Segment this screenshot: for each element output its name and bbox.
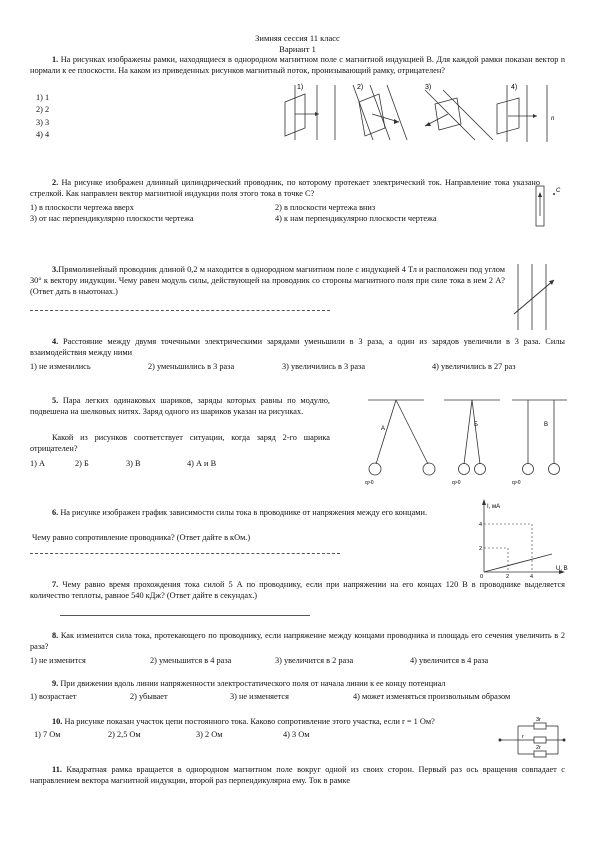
variant-title: Вариант 1 xyxy=(279,44,316,54)
q2-option-4[interactable]: 4) к нам перпендикулярно плоскости чертежа xyxy=(275,214,437,223)
q8-option-3[interactable]: 3) увеличится в 2 раза xyxy=(275,656,354,665)
q8-option-1[interactable]: 1) не изменится xyxy=(30,656,86,665)
q1-figure-4-label: 4) xyxy=(511,84,518,91)
q4-number: 4. xyxy=(52,337,59,346)
q3-body: Прямолинейный проводник длиной 0,2 м находится в однородном магнитном поле с индукцией 4 Тл и расположен под углом 30° к вектору индукции. Чему равен модуль силы, действующей на проводник со стороны магнитного поля при силе тока в нем 2 А? (Ответ дать в ньютонах.) xyxy=(30,265,505,296)
q4-text xyxy=(30,337,565,359)
q10-body: На рисунке показан участок цепи постоянного тока. Каково сопротивление этого участка, если r = 1 Ом? xyxy=(64,717,435,726)
q5-question: Какой из рисунков соответствует ситуации, когда заряд 2-го шарика отрицателен? xyxy=(30,433,330,453)
q7-body: Чему равно время прохождения тока силой 5 А по проводнику, если при напряжении на его концах 120 В в проводнике выделяется количество теплоты, равное 540 кДж? (Ответ дайте в секундах.) xyxy=(30,580,565,600)
q10-option-3[interactable]: 3) 2 Ом xyxy=(196,730,223,739)
session-title: Зимняя сессия 11 класс xyxy=(255,33,340,43)
q9-body: При движении вдоль линии напряженности электростатического поля от начала линии к ее концу потенциал xyxy=(60,679,446,688)
q1-vector-n-label: n xyxy=(551,116,555,122)
q9-option-4[interactable]: 4) может изменяться произвольным образом xyxy=(353,692,511,701)
q4-option-2[interactable]: 2) уменьшились в 3 раза xyxy=(148,362,235,371)
q10-option-2[interactable]: 2) 2,5 Ом xyxy=(108,730,141,739)
q8-body: Как изменится сила тока, протекающего по проводнику, если напряжение между концами проводника и площадь его сечения увеличить в 2 раза? xyxy=(30,631,565,651)
q5-option-4[interactable]: 4) А и В xyxy=(187,459,217,468)
q10-number: 10. xyxy=(52,717,63,726)
q5-figure-b-label: Б xyxy=(474,422,478,428)
q1-figure-4 xyxy=(497,84,555,142)
q5-option-1[interactable]: 1) А xyxy=(30,459,45,468)
q5-figure-v-charge: q>0 xyxy=(512,480,521,486)
q6-body: На рисунке изображен график зависимости силы тока в проводнике от напряжения между его концами. xyxy=(60,508,428,517)
q10-option-4[interactable]: 4) 3 Ом xyxy=(283,730,310,739)
q4-option-3[interactable]: 3) увеличились в 3 раза xyxy=(282,362,366,371)
q1-figure-3 xyxy=(425,84,493,140)
q6-axis-y-label: I, мА xyxy=(487,504,501,510)
q8-option-4[interactable]: 4) увеличится в 4 раза xyxy=(410,656,489,665)
q4-option-1[interactable]: 1) не изменились xyxy=(30,362,91,371)
q2-option-1[interactable]: 1) в плоскости чертежа вверх xyxy=(30,203,134,212)
q1-text xyxy=(30,55,565,77)
q1-body: На рисунках изображены рамки, находящиеся в однородном магнитном поле с магнитной индукцией B. Для каждой рамки показан вектор n нормали к ее плоскости. На каком из приведенных рисунков магнитный поток, пронизывающий рамку, отрицателен? xyxy=(30,55,565,75)
q2-number: 2. xyxy=(52,178,59,187)
q5-figure-b-charge: q>0 xyxy=(452,480,461,486)
q8-text xyxy=(30,631,565,653)
q7-text xyxy=(30,580,565,602)
q9-option-3[interactable]: 3) не изменяется xyxy=(230,692,289,701)
q6-y-tick-2: 2 xyxy=(479,546,483,552)
q2-body: На рисунке изображен длинный цилиндрический проводник, по которому протекает электрический ток. Направление тока указано стрелкой. Как направлен вектор магнитной индукции поля этого тока в точке С? xyxy=(30,178,541,198)
q5-figure-v-label: В xyxy=(544,422,549,428)
q9-number: 9. xyxy=(52,679,59,688)
q6-y-tick-4: 4 xyxy=(479,522,483,528)
q6-x-tick-0: 0 xyxy=(480,574,484,580)
q6-x-tick-4: 4 xyxy=(530,574,534,580)
q5-figure-a-charge: q>0 xyxy=(365,480,374,486)
q1-figure-1-label: 1) xyxy=(297,84,304,91)
q6-graph xyxy=(478,496,568,578)
q2-conductor-figure xyxy=(532,182,566,230)
q6-answer-line[interactable] xyxy=(30,553,340,554)
q5-option-2[interactable]: 2) Б xyxy=(75,459,89,468)
q8-option-2[interactable]: 2) уменьшится в 4 раза xyxy=(150,656,232,665)
q8-number: 8. xyxy=(52,631,59,640)
q5-figure-b xyxy=(444,400,500,486)
q3-figure xyxy=(510,262,570,332)
q1-figure-1 xyxy=(285,84,335,140)
q11-text xyxy=(30,765,565,787)
q1-option-3[interactable]: 3) 3 xyxy=(36,117,50,127)
q5-figure-a xyxy=(365,400,435,486)
q7-answer-line[interactable] xyxy=(60,615,310,616)
q4-option-4[interactable]: 4) увеличились в 27 раз xyxy=(432,362,516,371)
q11-number: 11. xyxy=(52,765,62,774)
q11-body: Квадратная рамка вращается в однородном магнитном поле вокруг одной из своих сторон. Первый раз ось вращения совпадает с направлением вектора магнитной индукции, второй раз перпендикулярна ему. Ток в рамке xyxy=(30,765,565,785)
q3-answer-line[interactable] xyxy=(30,310,330,311)
q9-text xyxy=(30,679,565,690)
q2-point-label: C xyxy=(556,188,561,194)
q5-text xyxy=(30,396,330,418)
q1-figure-2-label: 2) xyxy=(357,84,364,91)
q10-text xyxy=(30,717,500,728)
q4-body: Расстояние между двумя точечными электрическими зарядами уменьшили в 3 раза, а один из зарядов увеличили в 3 раза. Силы взаимодействия между ними xyxy=(30,337,565,357)
q6-axis-x-label: U, В xyxy=(556,566,568,572)
q1-option-2[interactable]: 2) 2 xyxy=(36,105,50,115)
q5-figure-v xyxy=(512,400,567,486)
q5-body: Пара легких одинаковых шариков, заряды которых равны по модулю, подвешена на шелковых нитях. Заряд одного из шариков указан на рисунках. xyxy=(30,396,331,416)
q5-figures xyxy=(362,394,572,489)
q6-x-tick-2: 2 xyxy=(506,574,510,580)
q1-figures xyxy=(275,80,565,148)
q3-number: 3. xyxy=(52,265,59,274)
q1-number: 1. xyxy=(52,55,59,64)
q2-text xyxy=(30,178,540,200)
q10-resistor-3r-label: 3r xyxy=(536,717,541,723)
q10-resistor-2r-label: 2r xyxy=(536,745,541,751)
q6-number: 6. xyxy=(52,508,59,517)
q5-figure-a-label: А xyxy=(381,426,386,432)
q2-option-3[interactable]: 3) от нас перпендикулярно плоскости чертежа xyxy=(30,214,194,223)
q5-option-3[interactable]: 3) В xyxy=(126,459,141,468)
q5-number: 5. xyxy=(52,396,59,405)
q1-option-1[interactable]: 1) 1 xyxy=(36,93,50,102)
q7-number: 7. xyxy=(52,580,59,589)
q10-circuit xyxy=(496,718,568,760)
q3-text xyxy=(30,265,505,297)
q1-option-4[interactable]: 4) 4 xyxy=(36,129,50,139)
q10-option-1[interactable]: 1) 7 Ом xyxy=(34,730,61,739)
q9-option-1[interactable]: 1) возрастает xyxy=(30,692,77,701)
q10-resistor-r-label: r xyxy=(522,734,524,740)
q1-figure-3-label: 3) xyxy=(425,84,432,91)
q6-text xyxy=(30,508,475,519)
q1-figure-2 xyxy=(353,84,407,140)
q2-option-2[interactable]: 2) в плоскости чертежа вниз xyxy=(275,203,376,212)
q6-question: Чему равно сопротивление проводника? (Ответ дайте в кОм.) xyxy=(32,533,251,542)
q1-options xyxy=(36,92,49,141)
q9-option-2[interactable]: 2) убывает xyxy=(130,692,168,701)
